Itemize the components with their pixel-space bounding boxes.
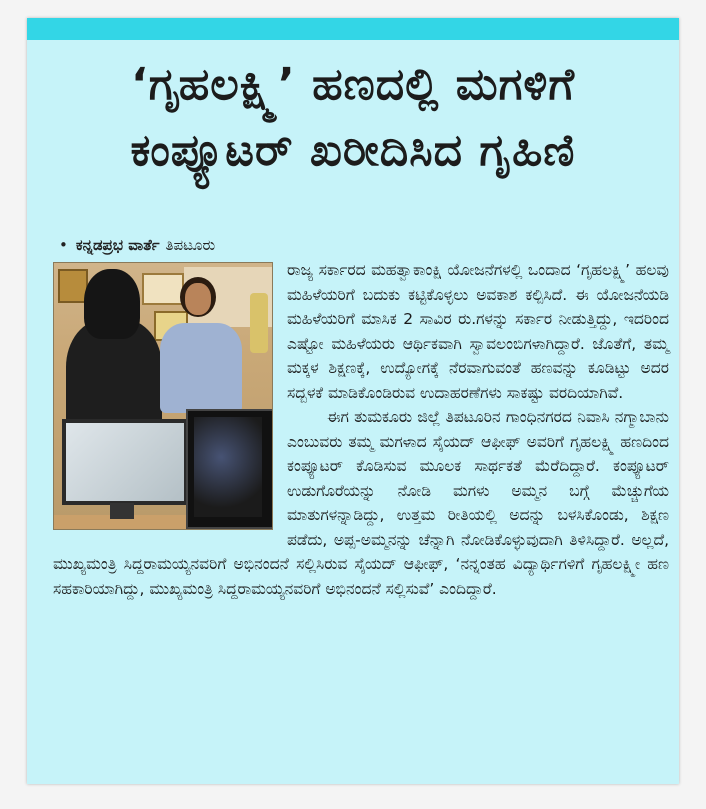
- photo-daughter-face: [185, 283, 211, 315]
- news-clipping: [27, 18, 679, 784]
- byline-bullet: •: [59, 236, 68, 254]
- photo-mother-head: [84, 269, 140, 339]
- headline: [37, 52, 669, 184]
- photo-cabinet-glow: [194, 417, 262, 517]
- article-body: [53, 258, 669, 601]
- photo-frame: [142, 273, 184, 305]
- byline-source: ಕನ್ನಡಪ್ರಭ ವಾರ್ತೆ: [75, 236, 160, 254]
- photo-medal: [250, 293, 268, 353]
- byline: [59, 236, 215, 254]
- byline-place: ತಿಪಟೂರು: [165, 236, 216, 254]
- photo-daughter: [160, 323, 242, 413]
- top-color-bar: [27, 18, 679, 40]
- article-photo: [53, 262, 273, 530]
- photo-monitor-stand: [110, 503, 134, 519]
- photo-monitor: [62, 419, 188, 505]
- paragraph-2: ಈಗ ತುಮಕೂರು ಜಿಲ್ಲೆ ತಿಪಟೂರಿನ ಗಾಂಧಿನಗರದ ನಿವಾಸಿ ನಗ್ಮಾಬಾನು ಎಂಬುವರು ತಮ್ಮ ಮಗಳಾದ ಸೈಯದ್ ಆಫೀಫ್ ಅವರಿಗೆ ಗೃಹಲಕ್ಷ್ಮಿ ಹಣದಿಂದ ಕಂಪ್ಯೂಟರ್ ಕೊಡಿಸುವ ಮೂಲಕ ಸಾರ್ಥಕತೆ ಮೆರೆದಿದ್ದಾರೆ. ಕಂಪ್ಯೂಟರ್ ಉಡುಗೊರೆಯನ್ನು ನೋಡಿ ಮಗಳು ಅಮ್ಮನ ಬಗ್ಗೆ ಮೆಚ್ಚುಗೆಯ ಮಾತುಗಳನ್ನಾಡಿದ್ದು, ಉತ್ತಮ ರೀತಿಯಲ್ಲಿ ಅದನ್ನು ಬಳಸಿಕೊಂಡು, ಶಿಕ್ಷಣ ಪಡೆದು, ಅಪ್ಪ-ಅಮ್ಮನನ್ನು ಚೆನ್ನಾಗಿ ನೋಡಿಕೊಳ್ಳುವುದಾಗಿ ತಿಳಿಸಿದ್ದಾರೆ. ಅಲ್ಲದೆ, ಮುಖ್ಯಮಂತ್ರಿ ಸಿದ್ದರಾಮಯ್ಯನವರಿಗೆ ಅಭಿನಂದನೆ ಸಲ್ಲಿಸಿರುವ ಸೈಯದ್ ಆಫೀಫ್, ‘ನನ್ನಂತಹ ವಿದ್ಯಾರ್ಥಿಗಳಿಗೆ ಗೃಹಲಕ್ಷ್ಮೀ ಹಣ ಸಹಕಾರಿಯಾಗಿದ್ದು, ಮುಖ್ಯಮಂತ್ರಿ ಸಿದ್ದರಾಮಯ್ಯನವರಿಗೆ ಅಭಿನಂದನೆ ಸಲ್ಲಿಸುವೆ’ ಎಂದಿದ್ದಾರೆ.: [53, 408, 669, 598]
- headline-line-1: ‘ಗೃಹಲಕ್ಷ್ಮಿ’ ಹಣದಲ್ಲಿ ಮಗಳಿಗೆ: [131, 59, 575, 110]
- headline-line-2: ಕಂಪ್ಯೂಟರ್ ಖರೀದಿಸಿದ ಗೃಹಿಣಿ: [130, 125, 576, 176]
- paragraph-1: ರಾಜ್ಯ ಸರ್ಕಾರದ ಮಹತ್ವಾಕಾಂಕ್ಷಿ ಯೋಜನೆಗಳಲ್ಲಿ ಒಂದಾದ ‘ಗೃಹಲಕ್ಷ್ಮಿ’ ಹಲವು ಮಹಿಳೆಯರಿಗೆ ಬದುಕು ಕಟ್ಟಿಕೊಳ್ಳಲು ಅವಕಾಶ ಕಲ್ಪಿಸಿದೆ. ಈ ಯೋಜನೆಯಡಿ ಮಹಿಳೆಯರಿಗೆ ಮಾಸಿಕ 2 ಸಾವಿರ ರು.ಗಳನ್ನು ಸರ್ಕಾರ ನೀಡುತ್ತಿದ್ದು, ಇದರಿಂದ ಎಷ್ಟೋ ಮಹಿಳೆಯರು ಆರ್ಥಿಕವಾಗಿ ಸ್ವಾವಲಂಬಿಗಳಾಗಿದ್ದಾರೆ. ಜೊತೆಗೆ, ತಮ್ಮ ಮಕ್ಕಳ ಶಿಕ್ಷಣಕ್ಕೆ, ಉದ್ಯೋಗಕ್ಕೆ ನೆರವಾಗುವಂತೆ ಹಣವನ್ನು ಕೂಡಿಟ್ಟು ಅದರ ಸದ್ಬಳಕೆ ಮಾಡಿಕೊಂಡಿರುವ ಉದಾಹರಣೆಗಳು ಸಾಕಷ್ಟು ವರದಿಯಾಗಿವೆ.: [287, 261, 669, 402]
